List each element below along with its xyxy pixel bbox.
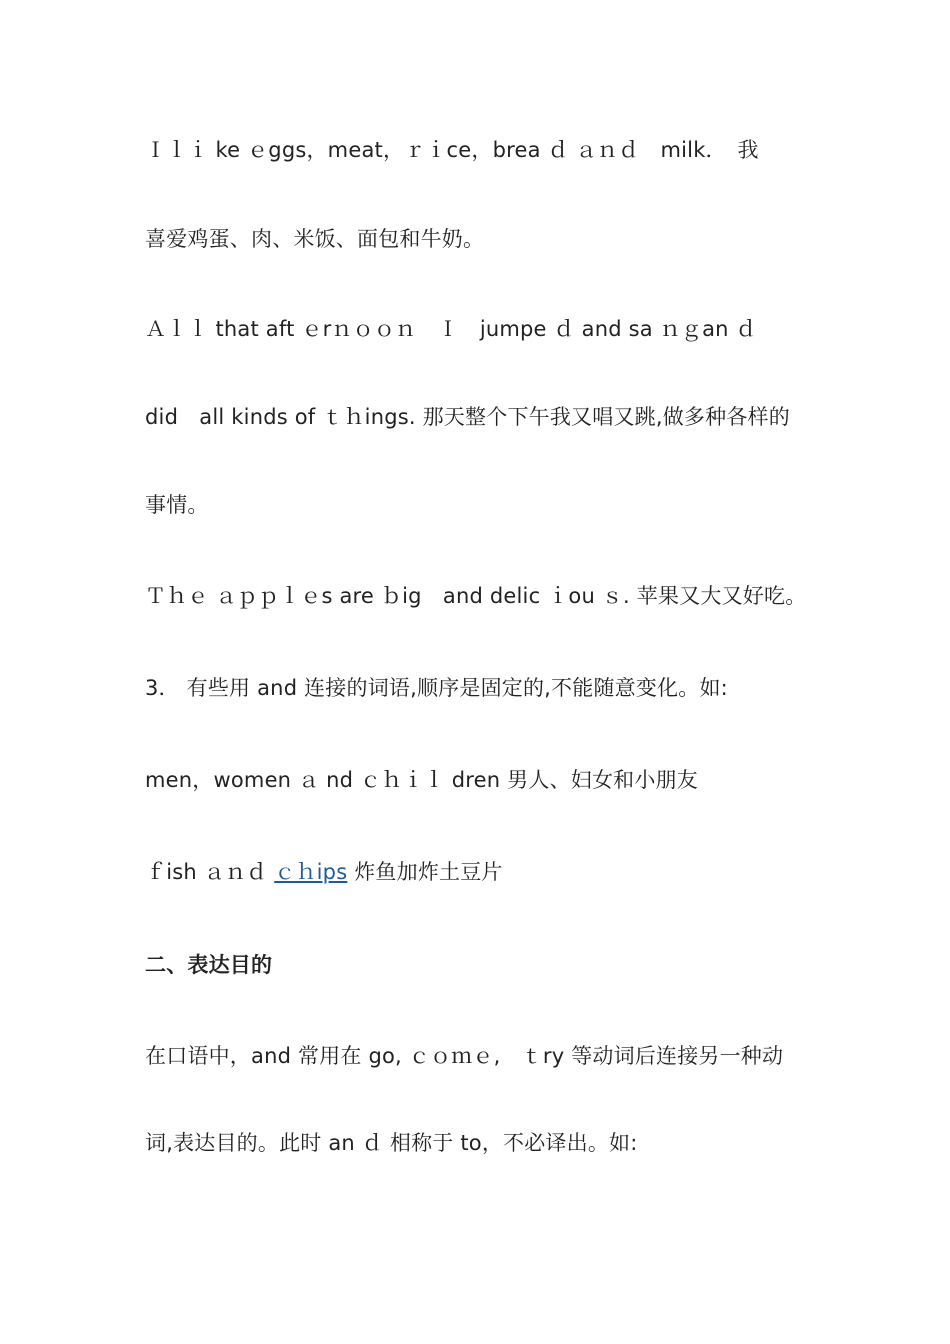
fish-line-prefix: ｆish ａｎｄ — [145, 860, 275, 884]
paragraph-line-1: 在口语中，and 常用在 go, ｃｏｍｅ, ｔry 等动词后连接另一种动 — [145, 1044, 784, 1068]
fish-line — [145, 858, 503, 886]
text-line-3: Ａｌｌ that aft ｅrｎｏｏｎ Ｉ jumpe ｄ and sa ｎｇan ｄ — [145, 317, 757, 341]
text-line-2: 喜爱鸡蛋、肉、米饭、面包和牛奶。 — [145, 227, 485, 251]
fish-line-suffix: 炸鱼加炸土豆片 — [347, 860, 503, 884]
text-line-4: did all kinds of ｔｈings. 那天整个下午我又唱又跳,做多种各样的 — [145, 405, 790, 429]
text-line-8: men，women ａ nd ｃｈｉｌ dren 男人、妇女和小朋友 — [145, 768, 698, 792]
text-line-1: Ｉｌｉ ke ｅggs，meat，ｒｉce，brea ｄ ａｎｄ milk． 我 — [145, 138, 759, 162]
section-heading: 二、表达目的 — [145, 953, 273, 977]
text-line-7: 3． 有些用 and 连接的词语,顺序是固定的,不能随意变化。如: — [145, 676, 728, 700]
chips-link[interactable]: ｃｈips — [274, 860, 348, 884]
text-line-6: Ｔｈｅ ａｐｐｌｅs are ｂig and delic ｉou ｓ. 苹果又大又好吃。 — [145, 584, 807, 608]
text-line-5: 事情。 — [145, 493, 209, 517]
paragraph-line-2: 词,表达目的。此时 an ｄ 相称于 to，不必译出。如: — [145, 1131, 638, 1155]
